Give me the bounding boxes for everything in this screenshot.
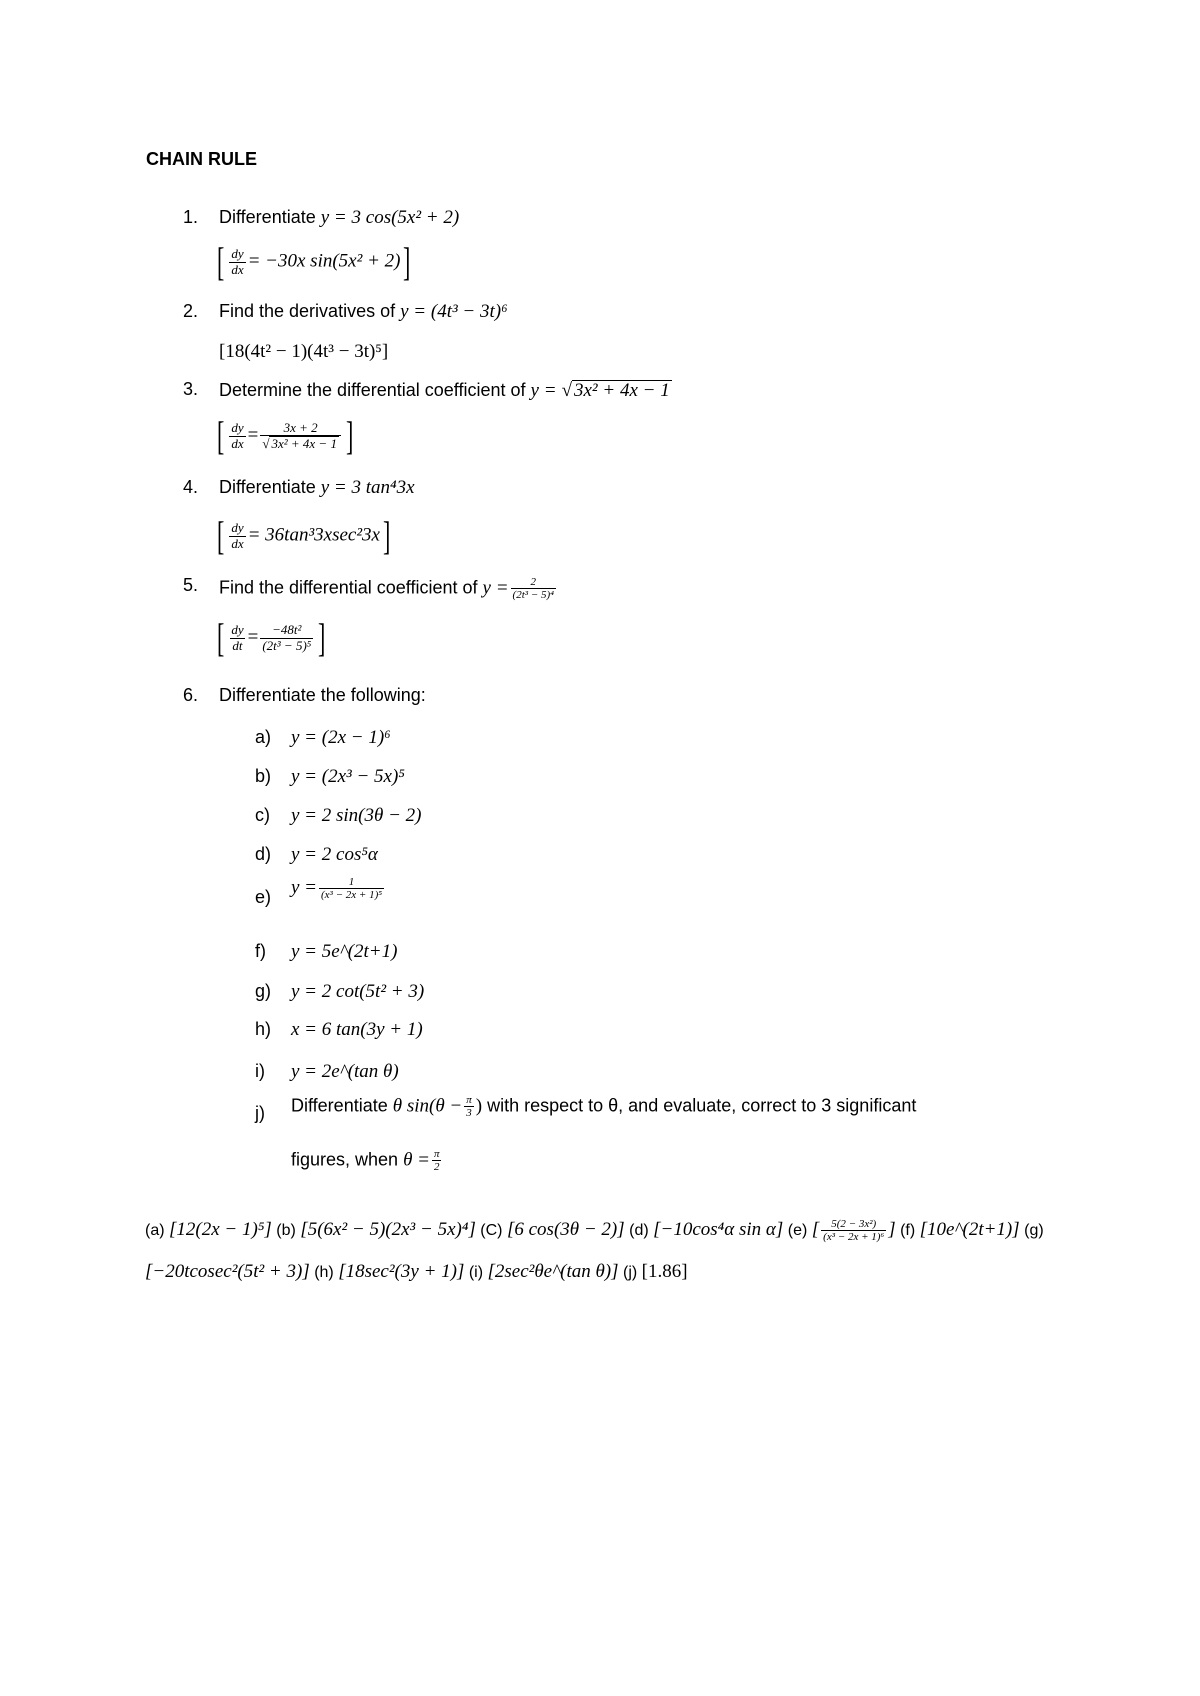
question-text: Differentiate the following: (219, 685, 426, 705)
question-text: Find the differential coefficient of (219, 577, 478, 598)
answer-h: [18sec²(3y + 1)] (338, 1261, 465, 1282)
equation: y = 2 cot(5t² + 3) (291, 981, 425, 1002)
pi-over-two: $\frac{\pi}{2}$ (433, 1148, 440, 1174)
question-number: 6. (183, 685, 199, 705)
equation: y = $\frac{1}{\text{(x³ − 2x + 1)⁵}}$ (291, 876, 383, 902)
equation: y = (2x³ − 5x)⁵ (291, 766, 405, 787)
equation: y = 3 tan⁴3x (320, 477, 415, 498)
question-text: Differentiate (219, 207, 316, 227)
part-label: a) (255, 727, 272, 747)
question-3: 3. Determine the differential coefficient of y = √ 3x² + 4x − 1 (183, 379, 670, 401)
equation-fraction: $\frac{2}{\text{(2t³ − 5)⁴}}$ (512, 576, 554, 602)
page-title: CHAIN RULE (146, 149, 257, 169)
part-label: g) (255, 981, 272, 1001)
answers-line-1: (a) [12(2x − 1)⁵] (b) [5(6x² − 5)(2x³ − 5x)⁴] (C) [6 cos(3θ − 2)] (d) [−10cos⁴α sin α] (e) [ $\frac{\text{5(2 − 3x²)}}{\text{(x³ − 2x + 1)⁶}}$ ] (f) [10e^(2t+1)] (g) (145, 1218, 1044, 1244)
answer-1: [ $\frac{dy}{dx}$ = −30x sin(5x² + 2)] (216, 239, 411, 284)
answer-3: [ $\frac{dy}{dx}$ = $\frac{3x + 2}{\text{√ 3x² + 4x − 1}}$ ] (216, 413, 354, 458)
question-6 (183, 685, 426, 706)
part-label: i) (255, 1061, 265, 1081)
question-number: 2. (183, 301, 199, 321)
answer-5: [ $\frac{dy}{dt}$ = $\frac{\text{−48t²}}{\text{(2t³ − 5)⁵}}$ ] (216, 615, 326, 660)
question-2 (183, 301, 508, 322)
part-label: c) (255, 805, 270, 825)
pi-over-three: $\frac{\pi}{3}$ (466, 1094, 472, 1120)
answer-g: [−20tcosec²(5t² + 3)] (145, 1261, 310, 1282)
part-label: d) (255, 844, 272, 864)
part-label: f) (255, 941, 266, 961)
answer-f: [10e^(2t+1)] (919, 1218, 1020, 1240)
equation: y = 3 cos(5x² + 2) (320, 207, 460, 228)
equation: y = 2 sin(3θ − 2) (291, 805, 422, 826)
part-label: j) (255, 1103, 265, 1123)
question-number: 4. (183, 477, 199, 497)
derivative-fraction: $\frac{dy}{dx}$ (231, 420, 244, 451)
part-j-continued: figures, when θ = $\frac{\pi}{2}$ (291, 1148, 440, 1174)
result-fraction: $\frac{\text{−48t²}}{\text{(2t³ − 5)⁵}}$ (262, 622, 312, 653)
equation: y = 5e^(2t+1) (291, 941, 398, 962)
answer-c: [6 cos(3θ − 2)] (506, 1218, 625, 1240)
answer-d: [−10cos⁴α sin α] (653, 1218, 784, 1240)
part-label: h) (255, 1019, 272, 1039)
equation: y = (2x − 1)⁶ (291, 727, 391, 748)
answer-2: [18(4t² − 1)(4t³ − 3t)⁵] (219, 341, 389, 362)
question-number: 1. (183, 207, 199, 227)
derivative-fraction: $\frac{dy}{dx}$ (231, 246, 244, 277)
equation: y = 2 cos⁵α (291, 844, 378, 865)
equation-fraction: $\frac{1}{\text{(x³ − 2x + 1)⁵}}$ (321, 876, 383, 902)
question-text: Find the derivatives of (219, 301, 396, 321)
part-label: b) (255, 766, 272, 786)
answer-i: [2sec²θe^(tan θ)] (487, 1261, 619, 1282)
question-number: 3. (183, 379, 199, 399)
result-fraction: $\frac{3x + 2}{\text{√ 3x² + 4x − 1}}$ (260, 421, 341, 452)
question-5: 5. Find the differential coefficient of y = $\frac{2}{\text{(2t³ − 5)⁴}}$ (183, 575, 554, 602)
question-1 (183, 207, 460, 228)
equation: y = (4t³ − 3t)⁶ (400, 301, 508, 322)
root-symbol: √ (561, 380, 572, 401)
equation: x = 6 tan(3y + 1) (291, 1019, 423, 1040)
equation: y = 2e^(tan θ) (291, 1061, 399, 1082)
answer-b: [5(6x² − 5)(2x³ − 5x)⁴] (300, 1218, 476, 1240)
answers-line-2: [−20tcosec²(5t² + 3)] (h) [18sec²(3y + 1)] (i) [2sec²θe^(tan θ)] (j) [1.86] (145, 1261, 688, 1282)
answer-j: [1.86] (641, 1261, 688, 1282)
question-number: 5. (183, 575, 199, 595)
radicand: 3x² + 4x − 1 (574, 380, 670, 401)
answer-a: [12(2x − 1)⁵] (169, 1218, 272, 1240)
answer-e: [ $\frac{\text{5(2 − 3x²)}}{\text{(x³ − 2x + 1)⁶}}$ ] (811, 1218, 896, 1244)
question-4 (183, 477, 415, 498)
part-label: e) (255, 887, 272, 907)
derivative-fraction: $\frac{dy}{dt}$ (231, 622, 244, 653)
question-text: Determine the differential coefficient of (219, 380, 526, 400)
answer-4: [ $\frac{dy}{dx}$ = 36tan³3xsec²3x] (216, 513, 391, 558)
question-text: Differentiate (219, 477, 316, 497)
derivative-fraction: $\frac{dy}{dx}$ (231, 520, 244, 551)
